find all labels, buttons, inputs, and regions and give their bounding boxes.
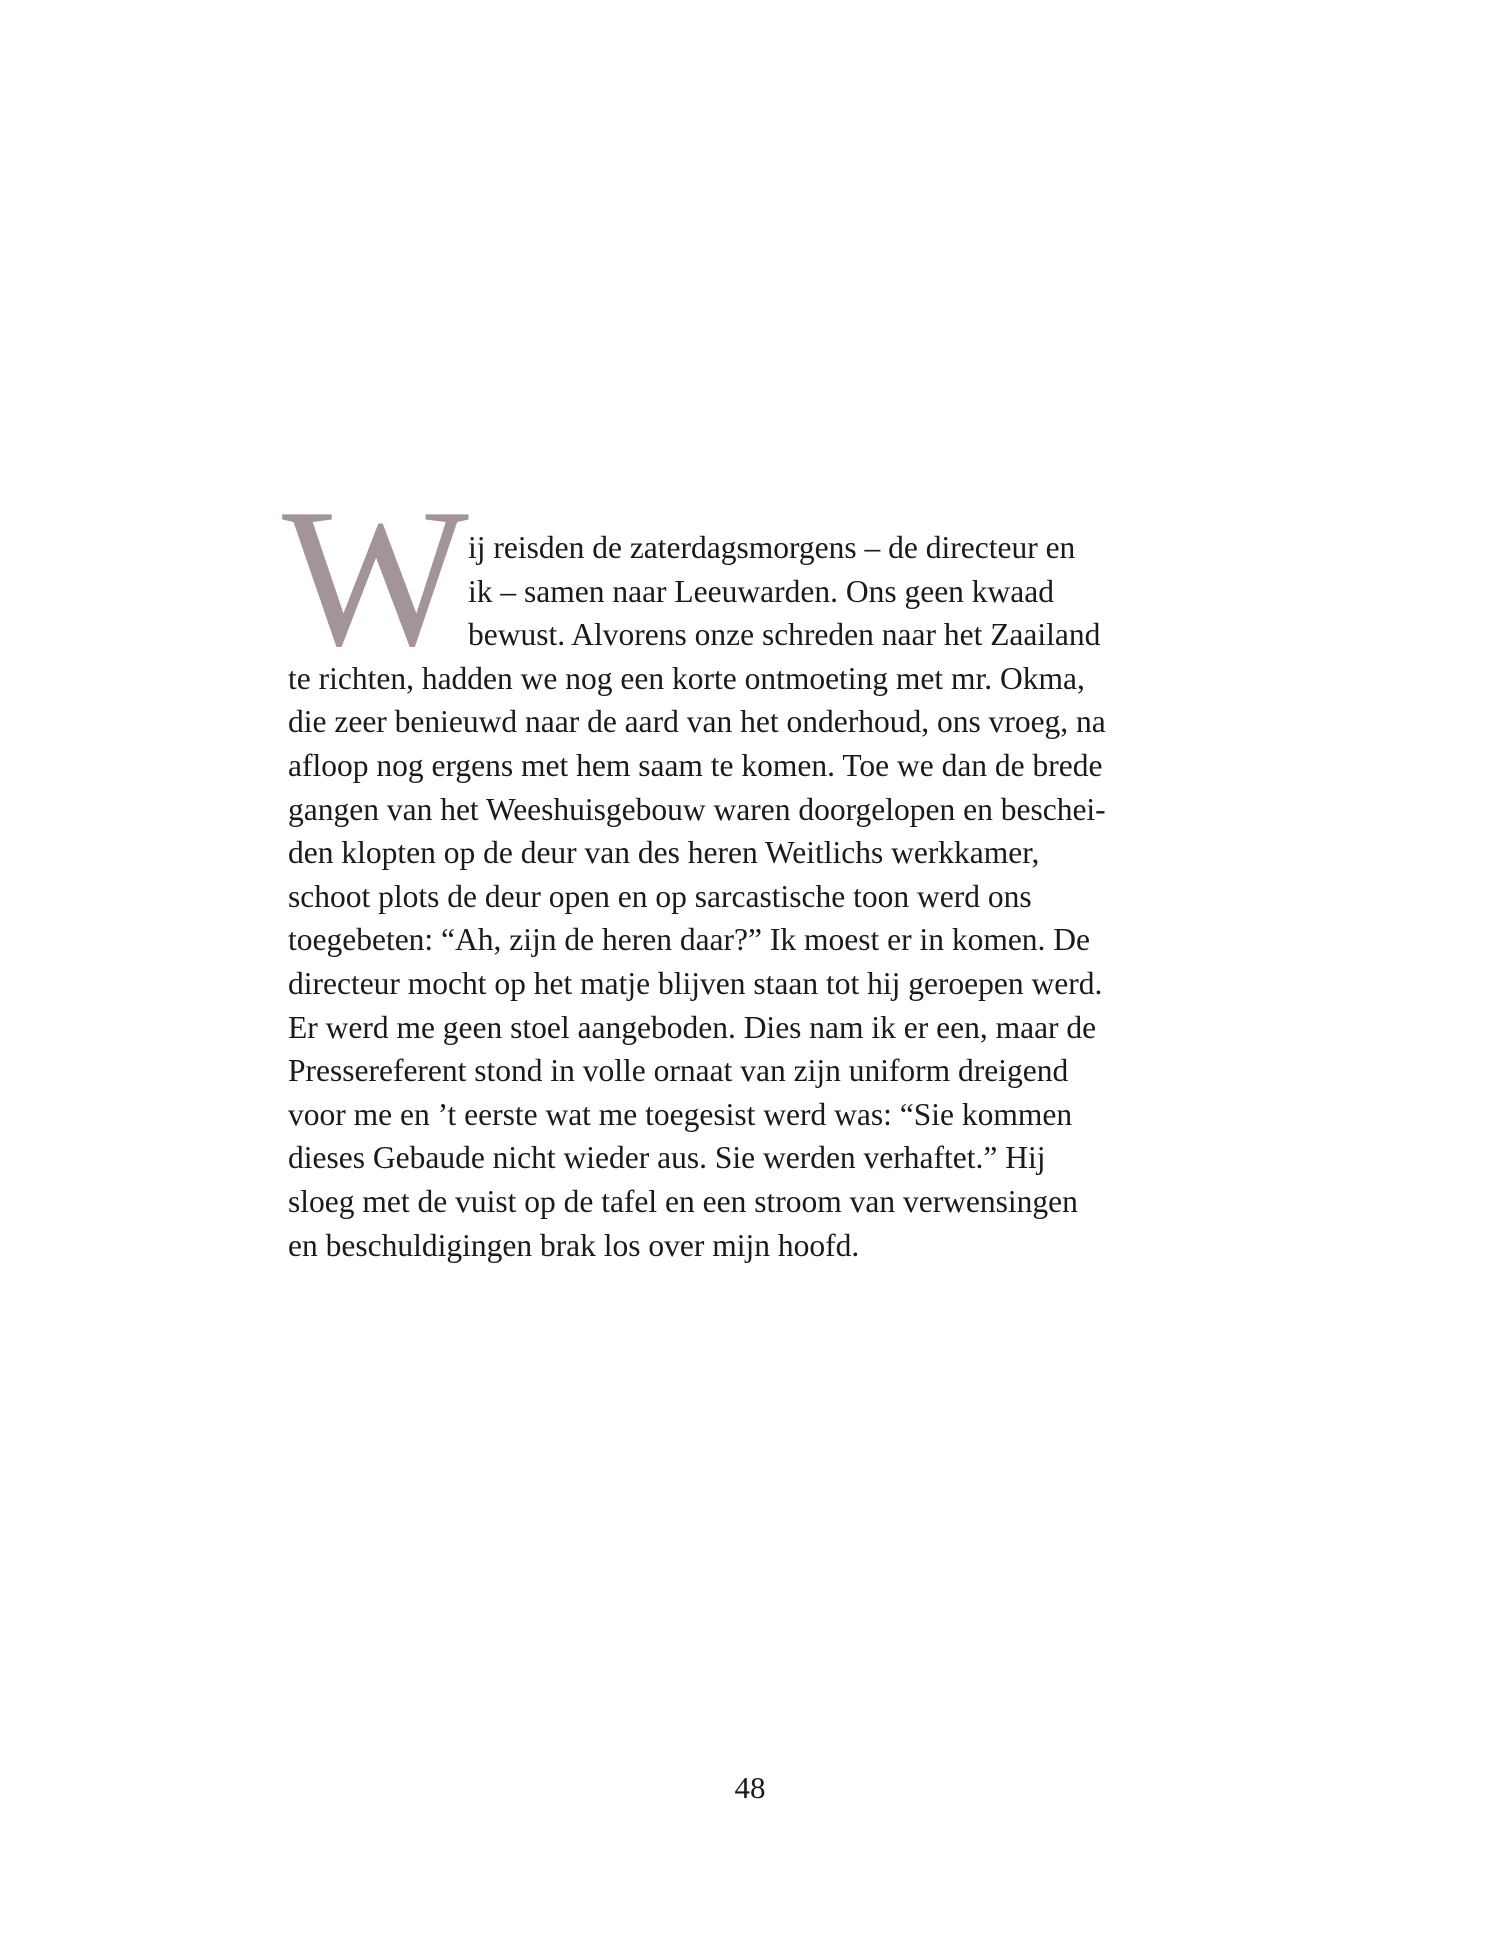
paragraph-line: directeur mocht op het matje blijven staan tot hij geroepen werd. bbox=[288, 965, 1103, 1001]
page-number: 48 bbox=[734, 1770, 766, 1805]
body-paragraph bbox=[288, 526, 1228, 1267]
paragraph-line: Pressereferent stond in volle ornaat van zijn uniform dreigend bbox=[288, 1053, 1069, 1089]
paragraph-line: toegebeten: “Ah, zijn de heren daar?” Ik moest er in komen. De bbox=[288, 922, 1091, 958]
paragraph-line: te richten, hadden we nog een korte ontmoeting met mr. Okma, bbox=[288, 660, 1085, 696]
paragraph-line: schoot plots de deur open en op sarcastische toon werd ons bbox=[288, 878, 1032, 914]
paragraph-line: den klopten op de deur van des heren Weitlichs werkkamer, bbox=[288, 835, 1040, 871]
paragraph-line: die zeer benieuwd naar de aard van het onderhoud, ons vroeg, na bbox=[288, 704, 1106, 740]
paragraph-line: ij reisden de zaterdagsmorgens – de directeur en bbox=[468, 530, 1076, 565]
paragraph-line: en beschuldigingen brak los over mijn hoofd. bbox=[288, 1227, 860, 1263]
paragraph-line: bewust. Alvorens onze schreden naar het Zaailand bbox=[468, 617, 1101, 653]
paragraph-line: dieses Gebaude nicht wieder aus. Sie werden verhaftet.” Hij bbox=[288, 1140, 1046, 1176]
paragraph-line: ik – samen naar Leeuwarden. Ons geen kwaad bbox=[468, 573, 1055, 609]
paragraph-line: sloeg met de vuist op de tafel en een stroom van verwensingen bbox=[288, 1183, 1078, 1219]
paragraph-line: afloop nog ergens met hem saam te komen. Toe we dan de brede bbox=[288, 747, 1103, 783]
paragraph-line: voor me en ’t eerste wat me toegesist werd was: “Sie kommen bbox=[288, 1096, 1073, 1132]
drop-cap-initial: W bbox=[282, 468, 469, 687]
paragraph-line: gangen van het Weeshuisgebouw waren doorgelopen en beschei- bbox=[288, 791, 1106, 827]
paragraph-line: Er werd me geen stoel aangeboden. Dies nam ik er een, maar de bbox=[288, 1009, 1097, 1045]
